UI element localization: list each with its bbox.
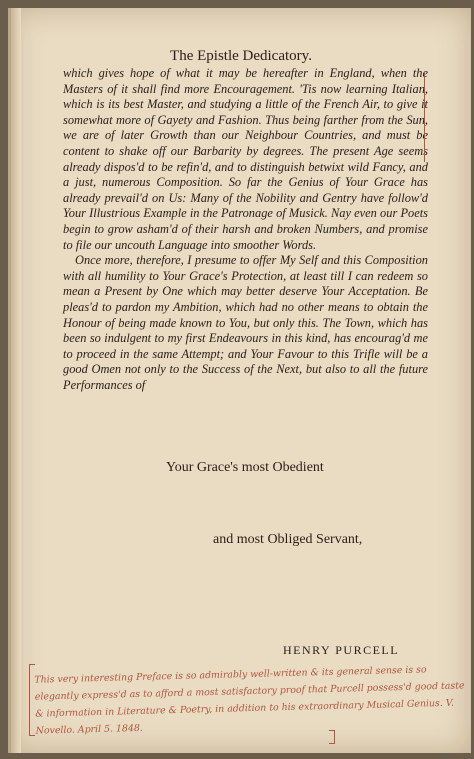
closing-line-2: and most Obliged Servant, <box>213 532 363 547</box>
page-header: The Epistle Dedicatory. <box>170 48 312 64</box>
dedication-body <box>63 66 428 393</box>
handwritten-annotation: This very interesting Preface is so admirably well-written & its general sense is so elegantly express'd as to afford a most satisfactory proof that Purcell possess'd good taste & information in Literature & Poetry, in addition to his extraordinary Musical Genius. V. Novello. April 5. 1848. <box>34 664 465 737</box>
closing-line-1: Your Grace's most Obedient <box>166 460 324 475</box>
book-page <box>8 8 471 753</box>
dedication-paragraph-1: which gives hope of what it may be hereafter in England, when the Masters of it shall find more Encouragement. 'Tis now learning Italian, which is its best Master, and studying a little of the French Air, to give it somewhat more of Gayety and Fashion. Thus being farther from the Sun, we are of later Growth than our Neighbour Countries, and must be content to shake off our Barbarity by degrees. The present Age seems already dispos'd to be refin'd, and to distinguish betwixt wild Fancy, and a just, numerous Composition. So far the Genius of Your Grace has already prevail'd on Us: Many of the Nobility and Gentry have follow'd Your Illustrious Example in the Patronage of Musick. Nay even our Poets begin to grow asham'd of their harsh and broken Numbers, and promise to file our uncouth Language into smoother Words. <box>63 66 428 252</box>
author-signature: HENRY PURCELL <box>283 643 400 657</box>
annotation-bracket-right <box>329 730 335 744</box>
margin-mark <box>424 72 425 162</box>
page-spine-shadow <box>11 8 21 753</box>
dedication-paragraph-2: Once more, therefore, I presume to offer My Self and this Composition with all humility to Your Grace's Protection, at least till I can redeem so mean a Present by One which may better deserve Your Acceptation. Be pleas'd to pardon my Ambition, which had no other means to obtain the Honour of being made known to You, but only this. The Town, which has been so indulgent to my first Endeavours in this kind, has encourag'd me to proceed in the same Attempt; and Your Favour to this Trifle will be a good Omen not only to the Success of the Next, but also to all the future Performances of <box>63 253 428 392</box>
